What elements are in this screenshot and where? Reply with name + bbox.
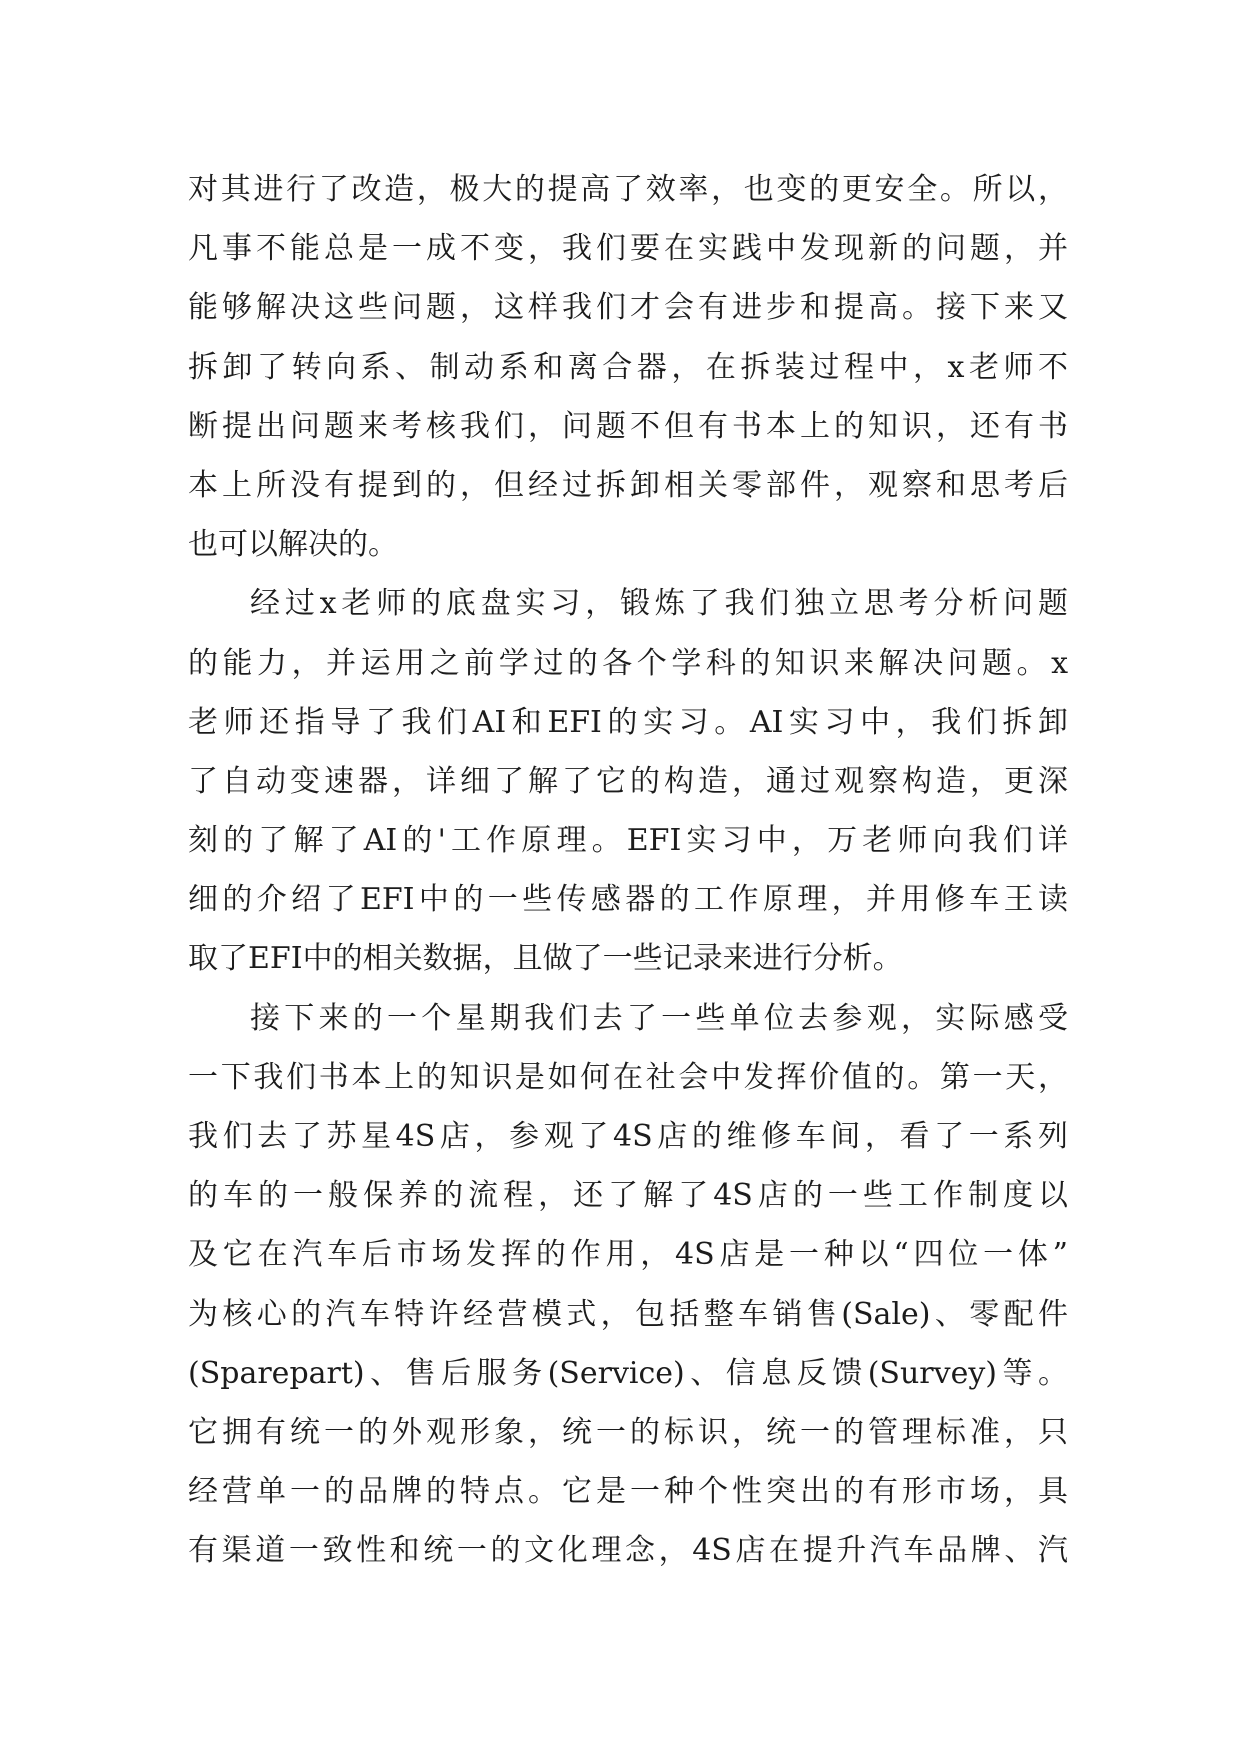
text-line: 了自动变速器，详细了解了它的构造，通过观察构造，更深 <box>188 763 1068 799</box>
text-line: 细的介绍了EFI中的一些传感器的工作原理，并用修车王读 <box>188 882 1068 918</box>
paragraph-1 <box>188 160 1068 574</box>
paragraph-2 <box>188 574 1068 988</box>
text-line: (Sparepart)、售后服务(Service)、信息反馈(Survey)等。 <box>188 1355 1068 1391</box>
text-line: 拆卸了转向系、制动系和离合器，在拆装过程中，x老师不 <box>188 349 1068 385</box>
text-line: 能够解决这些问题，这样我们才会有进步和提高。接下来又 <box>188 290 1068 326</box>
text-line: 接下来的一个星期我们去了一些单位去参观，实际感受 <box>250 1000 1068 1036</box>
text-line: 经过x老师的底盘实习，锻炼了我们独立思考分析问题 <box>250 586 1068 622</box>
text-line: 老师还指导了我们AI和EFI的实习。AI实习中，我们拆卸 <box>188 704 1068 740</box>
text-line: 经营单一的品牌的特点。它是一种个性突出的有形市场，具 <box>188 1474 1068 1510</box>
text-line: 取了EFI中的相关数据，且做了一些记录来进行分析。 <box>188 941 903 977</box>
text-line: 断提出问题来考核我们，问题不但有书本上的知识，还有书 <box>188 408 1068 444</box>
text-line: 有渠道一致性和统一的文化理念，4S店在提升汽车品牌、汽 <box>188 1533 1068 1569</box>
text-line: 凡事不能总是一成不变，我们要在实践中发现新的问题，并 <box>188 231 1068 267</box>
text-line: 也可以解决的。 <box>188 527 398 563</box>
document-body <box>188 160 1068 1581</box>
text-line: 它拥有统一的外观形象，统一的标识，统一的管理标准，只 <box>188 1414 1068 1450</box>
text-line: 本上所没有提到的，但经过拆卸相关零部件，观察和思考后 <box>188 467 1068 503</box>
text-line: 刻的了解了AI的'工作原理。EFI实习中，万老师向我们详 <box>188 823 1068 859</box>
text-line: 及它在汽车后市场发挥的作用，4S店是一种以“四位一体” <box>188 1237 1068 1273</box>
text-line: 的车的一般保养的流程，还了解了4S店的一些工作制度以 <box>188 1178 1068 1214</box>
text-line: 对其进行了改造，极大的提高了效率，也变的更安全。所以， <box>188 172 1068 207</box>
paragraph-3 <box>188 989 1068 1581</box>
text-line: 的能力，并运用之前学过的各个学科的知识来解决问题。x <box>188 645 1068 681</box>
text-line: 一下我们书本上的知识是如何在社会中发挥价值的。第一天， <box>188 1059 1068 1095</box>
text-line: 我们去了苏星4S店，参观了4S店的维修车间，看了一系列 <box>188 1119 1068 1154</box>
text-line: 为核心的汽车特许经营模式，包括整车销售(Sale)、零配件 <box>188 1296 1068 1332</box>
